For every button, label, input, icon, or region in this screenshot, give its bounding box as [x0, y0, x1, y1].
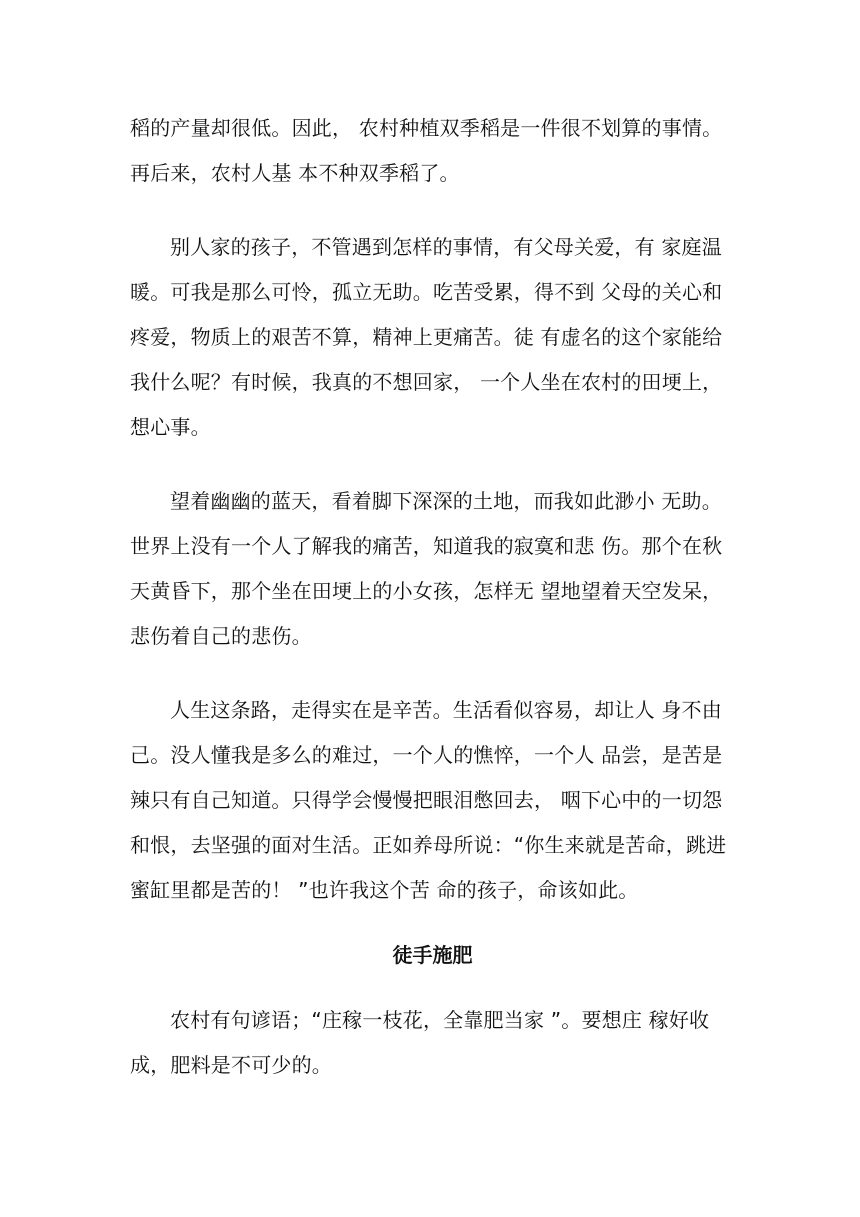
paragraph-1: 稻的产量却很低。因此， 农村种植双季稻是一件很不划算的事情。再后来，农村人基 本不种双季稻了。 [130, 116, 723, 185]
section-paragraph: 农村有句谚语；“庄稼一枝花，全靠肥当家 ”。要想庄 稼好收成，肥料是不可少的。 [130, 1008, 710, 1077]
paragraph-gap [130, 196, 735, 225]
paragraph-gap [130, 659, 735, 688]
document-body [130, 106, 735, 1088]
paragraph-2: 别人家的孩子，不管遇到怎样的事情，有父母关爱，有 家庭温暖。可我是那么可怜，孤立无助。吃苦受累，得不到 父母的关心和疼爱，物质上的艰苦不算，精神上更痛苦。徒 有虚名的这个家能给我什么呢？有时候，我真的不想回家， 一个人坐在农村的田埂上，想心事。 [130, 235, 723, 439]
paragraph-gap [130, 978, 735, 998]
paragraph-gap [130, 450, 735, 479]
paragraph-4: 人生这条路，走得实在是辛苦。生活看似容易，却让人 身不由己。没人懂我是多么的难过，一个人的憔悴，一个人 品尝，是苦是辣只有自己知道。只得学会慢慢把眼泪憋回去， 咽下心中的一切怨和恨，去坚强的面对生活。正如养母所说：“你生来就是苦命，跳进蜜缸里都是苦的！ ”也许我这个苦 命的孩子，命该如此。 [130, 698, 727, 902]
section-heading: 徒手施肥 [392, 943, 473, 967]
paragraph-gap [130, 913, 735, 933]
paragraph-3: 望着幽幽的蓝天，看着脚下深深的土地，而我如此渺小 无助。世界上没有一个人了解我的痛苦，知道我的寂寞和悲 伤。那个在秋天黄昏下，那个坐在田埂上的小女孩，怎样无 望地望着天空发呆，悲伤着自己的悲伤。 [130, 489, 723, 648]
